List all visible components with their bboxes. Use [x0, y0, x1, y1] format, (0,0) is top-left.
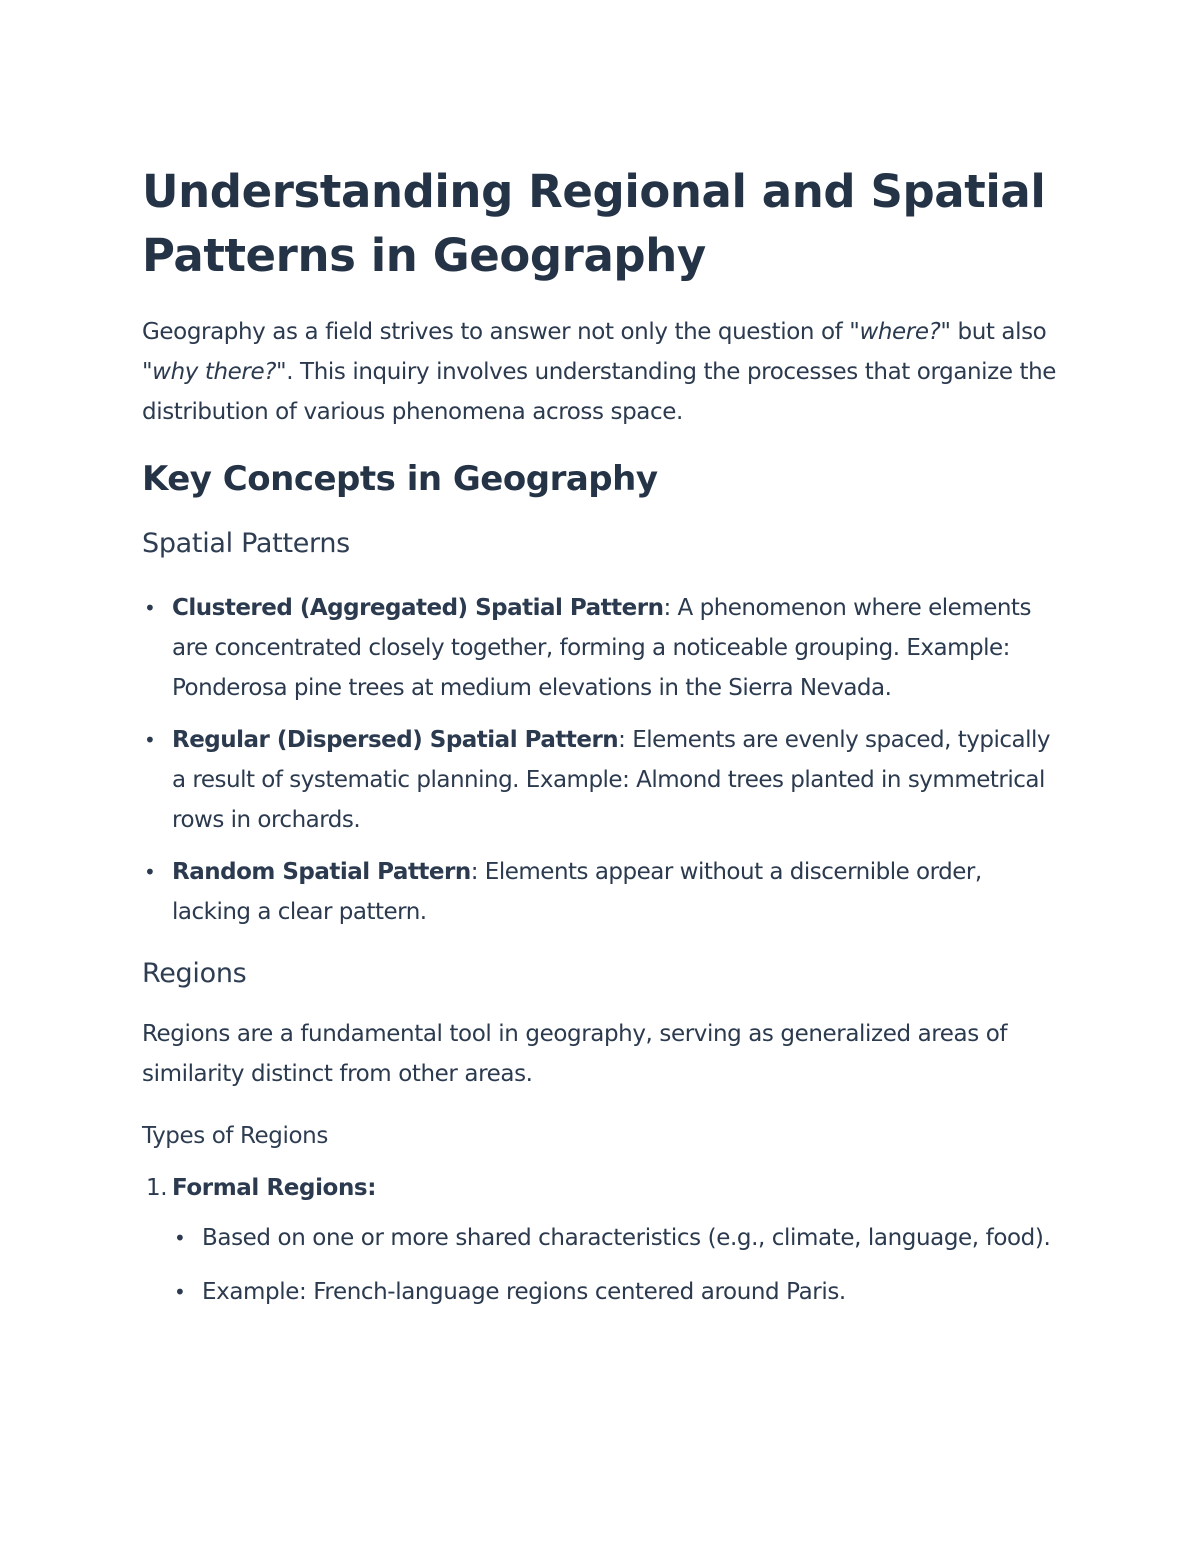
document-content [142, 160, 1062, 1326]
list-number: 1. [146, 1175, 168, 1201]
bullet-icon: • [174, 1226, 186, 1250]
term-random-pattern: Random Spatial Pattern [172, 859, 471, 885]
formal-regions-colon: : [367, 1175, 377, 1201]
intro-text-3: . This inquiry involves understanding the processes that organize the distribution of various phenomena across space. [142, 359, 1057, 425]
document-title: Understanding Regional and Spatial Patterns in Geography [142, 165, 1046, 282]
intro-emphasis-why-there: "why there?" [142, 359, 287, 385]
bullet-icon: • [144, 728, 156, 752]
intro-text-2: but also [950, 319, 1047, 345]
subheading-spatial-patterns: Spatial Patterns [142, 528, 350, 559]
regions-paragraph: Regions are a fundamental tool in geography, serving as generalized areas of similarity distinct from other areas. [142, 1021, 1008, 1087]
list-item-clustered-pattern [142, 588, 1062, 708]
bullet-icon: • [144, 596, 156, 620]
intro-text-1: Geography as a field strives to answer not only the question of [142, 319, 850, 345]
section-heading-key-concepts: Key Concepts in Geography [142, 459, 658, 499]
intro-emphasis-where: "where?" [849, 319, 951, 345]
term-regular-pattern: Regular (Dispersed) Spatial Pattern [172, 727, 619, 753]
definition-regular-pattern: : Elements are evenly spaced, typically a result of systematic planning. Example: Almond trees planted in symmetrical rows in orchards. [172, 727, 1051, 833]
subheading-types-of-regions: Types of Regions [142, 1123, 328, 1149]
list-item-formal-regions-basis [172, 1218, 1062, 1258]
formal-regions-label: Formal Regions [172, 1175, 368, 1201]
term-clustered-pattern: Clustered (Aggregated) Spatial Pattern [172, 595, 664, 621]
bullet-icon: • [174, 1280, 186, 1304]
list-item-formal-regions [142, 1168, 1062, 1312]
spatial-patterns-list [142, 588, 1062, 932]
bullet-icon: • [144, 860, 156, 884]
intro-paragraph [142, 312, 1062, 432]
list-item-regular-pattern [142, 720, 1062, 840]
formal-regions-points [172, 1218, 1062, 1312]
definition-clustered-pattern: : A phenomenon where elements are concentrated closely together, forming a noticeable grouping. Example: Ponderosa pine trees at medium elevations in the Sierra Nevada. [172, 595, 1031, 701]
formal-regions-example-text: Example: French-language regions centered around Paris. [202, 1279, 846, 1305]
region-types-list [142, 1168, 1062, 1312]
definition-random-pattern: : Elements appear without a discernible order, lacking a clear pattern. [172, 859, 982, 925]
term-formal-regions [172, 1175, 376, 1201]
list-item-formal-regions-example [172, 1272, 1062, 1312]
subheading-regions: Regions [142, 958, 247, 989]
list-item-random-pattern [142, 852, 1062, 932]
formal-regions-basis-text: Based on one or more shared characteristics (e.g., climate, language, food). [202, 1225, 1051, 1251]
